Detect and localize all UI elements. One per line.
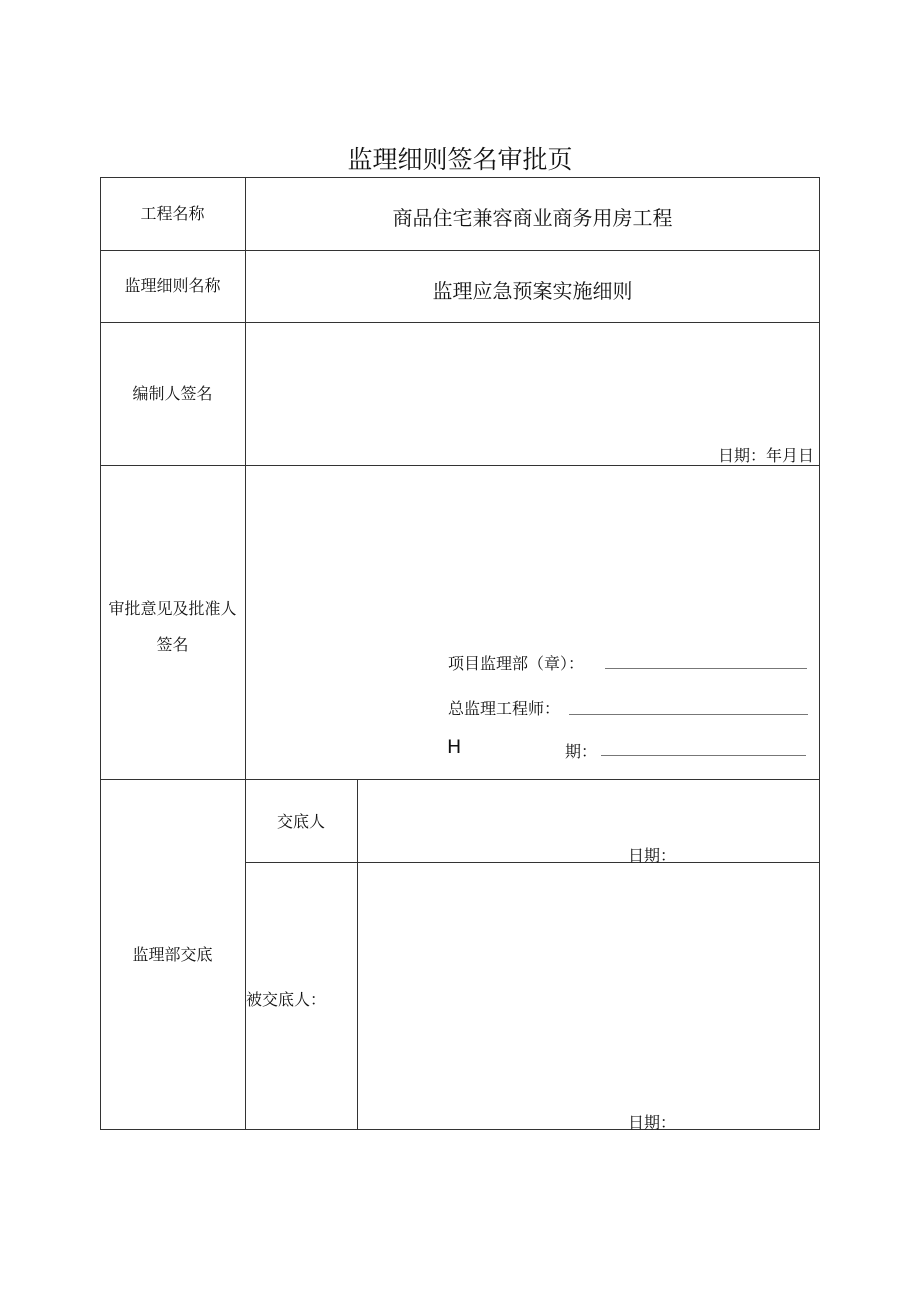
chief-engineer-label: 总监理工程师：: [448, 699, 561, 718]
row-divider-1: [100, 250, 820, 251]
handover-row-divider: [245, 862, 820, 863]
handover-receiver-date: 日期：: [628, 1113, 677, 1132]
handover-subcolumn-divider: [357, 779, 358, 1130]
dept-seal-signature-line[interactable]: [605, 668, 807, 669]
approval-date-line[interactable]: [601, 755, 806, 756]
row-divider-3: [100, 465, 820, 466]
form-border-right: [819, 177, 820, 1130]
project-name-value: 商品住宅兼容商业商务用房工程: [392, 206, 673, 230]
row-divider-2: [100, 322, 820, 323]
compiler-date-label: 日期：年月日: [718, 446, 815, 465]
dept-seal-label: 项目监理部（章）：: [448, 654, 585, 673]
approval-label-line1: 审批意见及批准人: [108, 599, 237, 618]
handover-giver-label: 交底人: [276, 812, 325, 831]
form-border-top: [100, 177, 820, 178]
project-name-label: 工程名称: [140, 204, 205, 223]
compiler-signature-label: 编制人签名: [132, 384, 213, 403]
approval-label-line2: 签名: [156, 635, 189, 654]
page-title: 监理细则签名审批页: [347, 145, 573, 174]
handover-receiver-label: 被交底人：: [246, 990, 327, 1009]
detail-name-label: 监理细则名称: [124, 276, 221, 295]
handover-giver-date: 日期：: [628, 846, 677, 865]
detail-name-value: 监理应急预案实施细则: [432, 279, 633, 303]
chief-engineer-signature-line[interactable]: [569, 714, 808, 715]
approval-form: [100, 177, 820, 1130]
handover-label: 监理部交底: [132, 945, 213, 964]
approval-date-qi: 期：: [565, 742, 598, 761]
approval-date-h: H: [447, 736, 462, 758]
form-border-bottom: [100, 1129, 820, 1130]
row-divider-4: [100, 779, 820, 780]
